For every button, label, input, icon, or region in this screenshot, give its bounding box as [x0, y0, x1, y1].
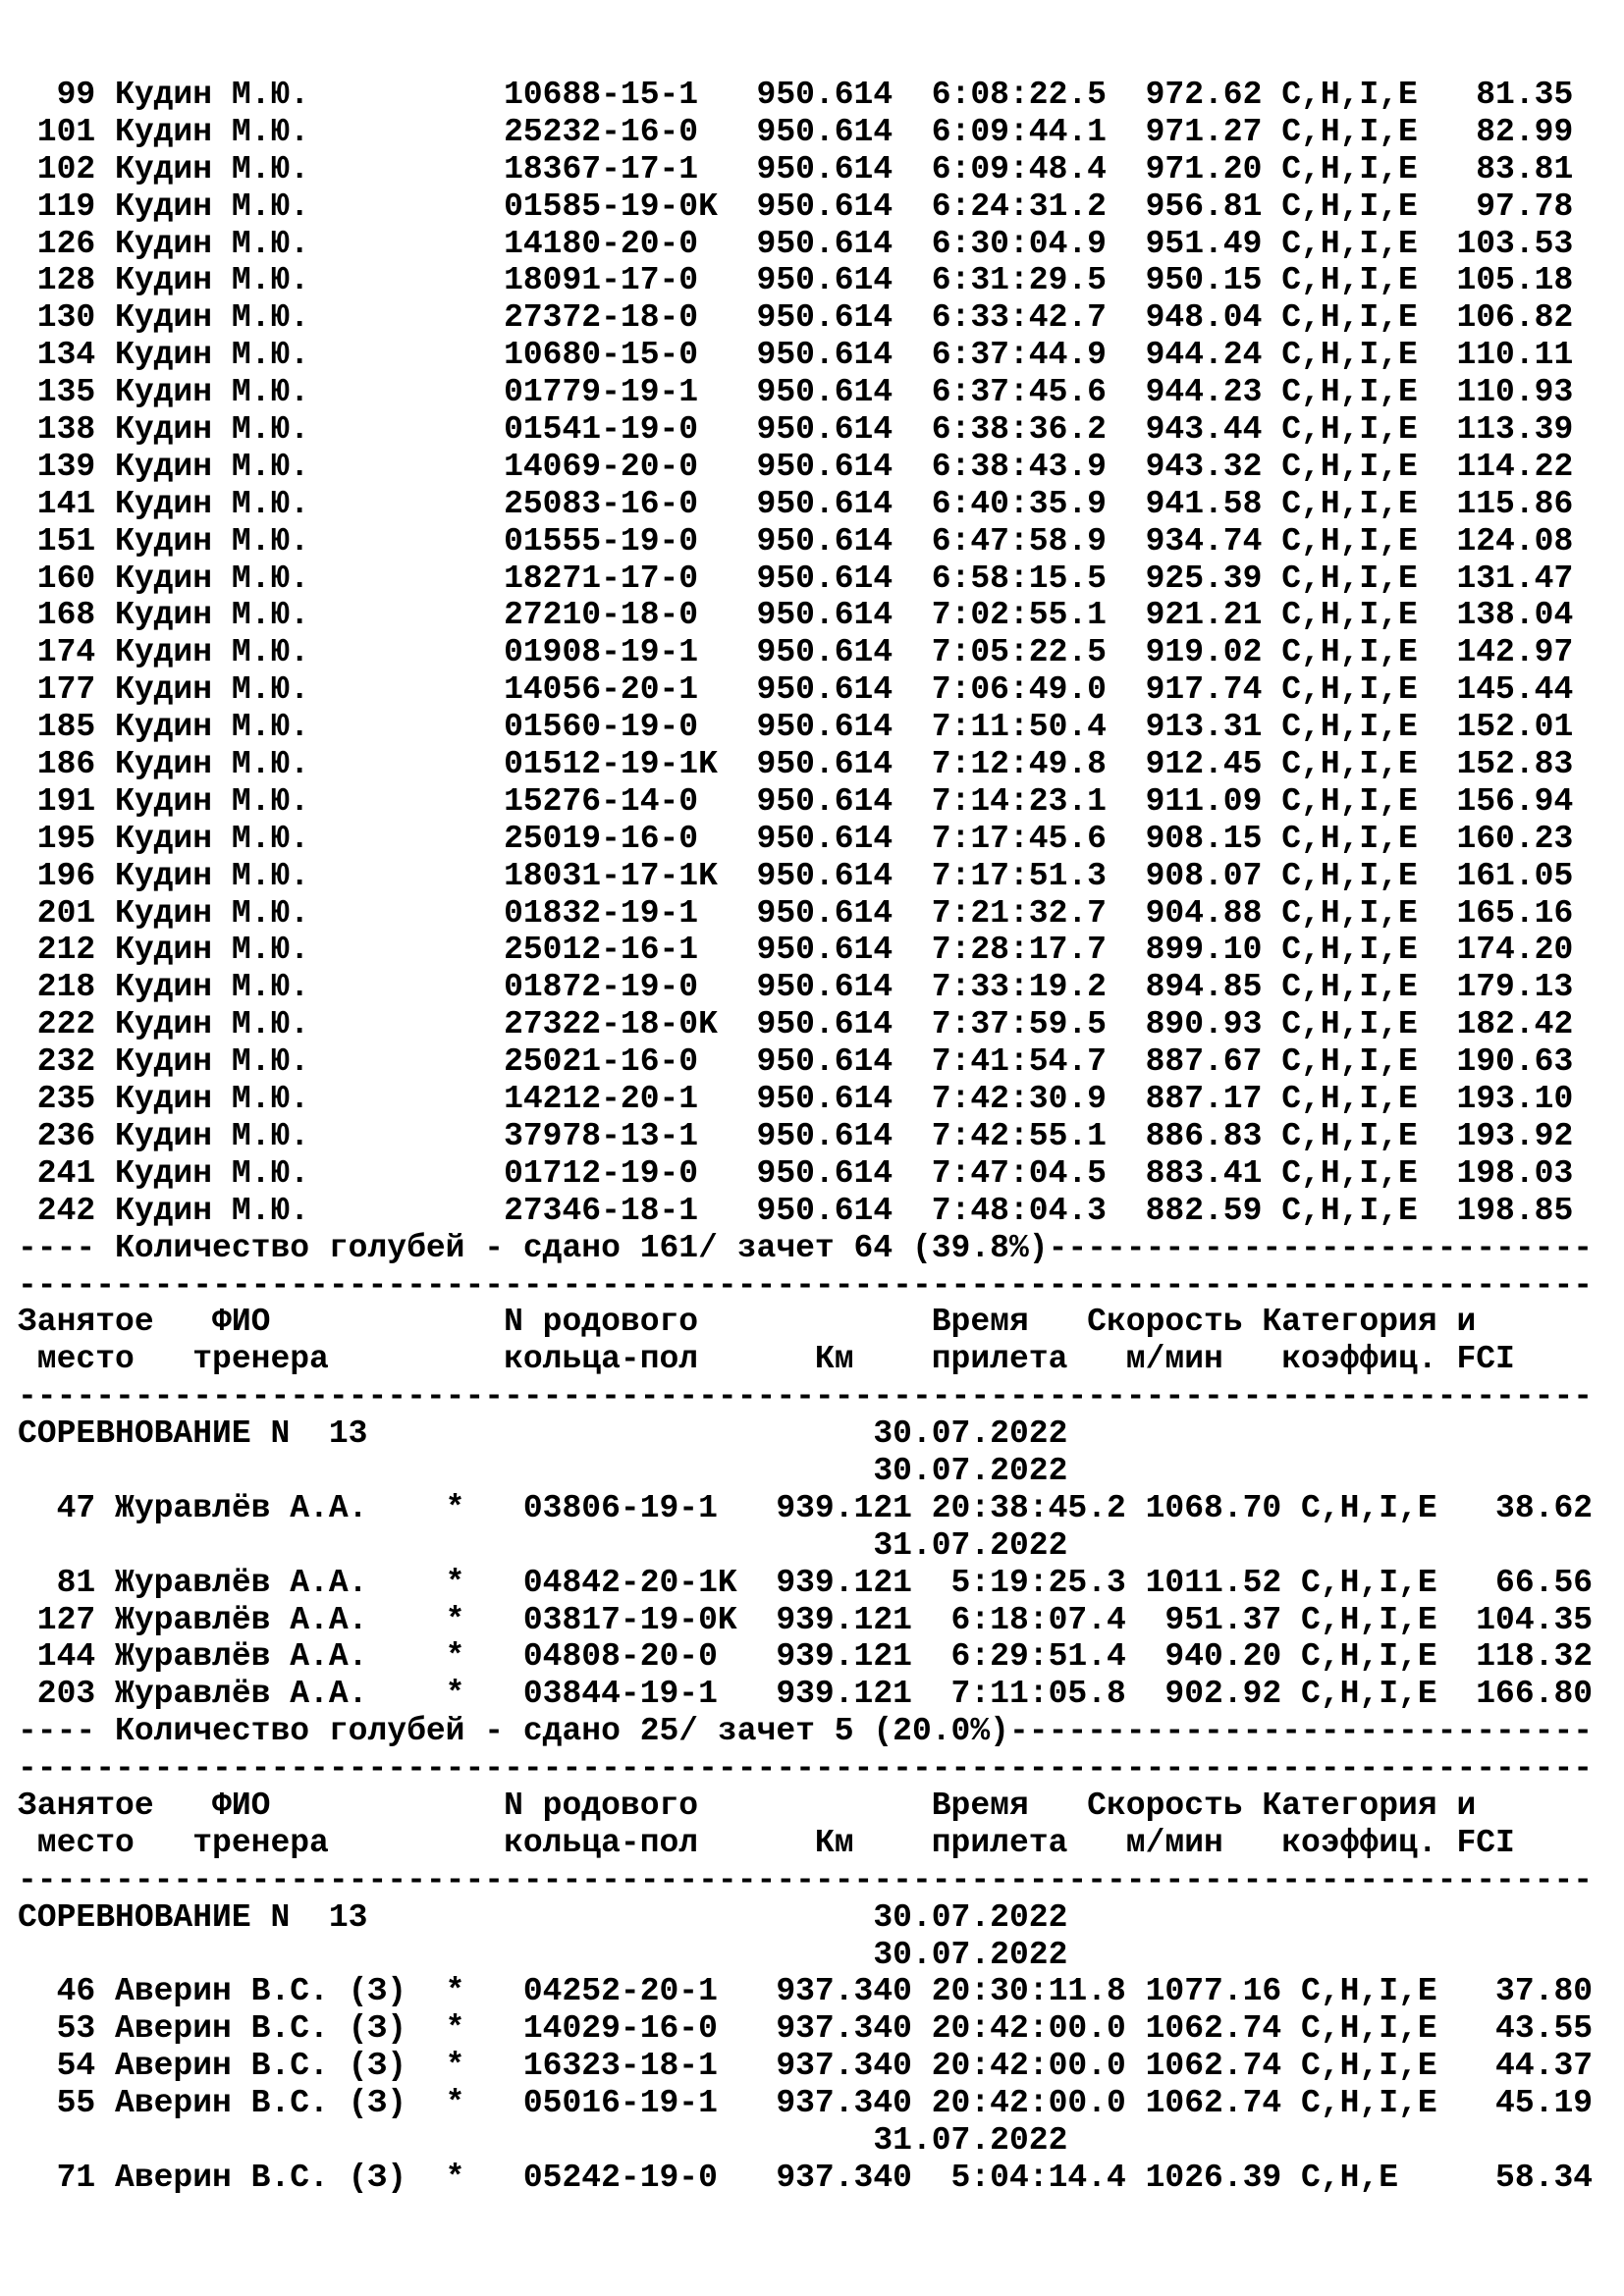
- result-line: 30.07.2022: [18, 1936, 1068, 1973]
- result-line: 54 Аверин В.С. (З) * 16323-18-1 937.340 20:42:00.0 1062.74 C,H,I,E 44.37: [18, 2048, 1594, 2085]
- result-line: 185 Кудин М.Ю. 01560-19-0 950.614 7:11:50.4 913.31 C,H,I,E 152.01: [18, 709, 1574, 746]
- result-line: 218 Кудин М.Ю. 01872-19-0 950.614 7:33:19.2 894.85 C,H,I,E 179.13: [18, 969, 1574, 1006]
- result-line: 119 Кудин М.Ю. 01585-19-0K 950.614 6:24:31.2 956.81 C,H,I,E 97.78: [18, 187, 1574, 225]
- result-line: 235 Кудин М.Ю. 14212-20-1 950.614 7:42:30.9 887.17 C,H,I,E 193.10: [18, 1081, 1574, 1118]
- result-line: 196 Кудин М.Ю. 18031-17-1K 950.614 7:17:51.3 908.07 C,H,I,E 161.05: [18, 857, 1574, 894]
- result-line: 168 Кудин М.Ю. 27210-18-0 950.614 7:02:55.1 921.21 C,H,I,E 138.04: [18, 597, 1574, 634]
- result-line: 47 Журавлёв А.А. * 03806-19-1 939.121 20:38:45.2 1068.70 C,H,I,E 38.62: [18, 1489, 1594, 1526]
- result-line: ---------------------------------------------------------------------------------: [18, 1378, 1594, 1415]
- result-line: 102 Кудин М.Ю. 18367-17-1 950.614 6:09:48.4 971.20 C,H,I,E 83.81: [18, 150, 1574, 187]
- result-line: 127 Журавлёв А.А. * 03817-19-0K 939.121 6:18:07.4 951.37 C,H,I,E 104.35: [18, 1601, 1594, 1638]
- result-line: 30.07.2022: [18, 1452, 1068, 1489]
- result-line: 126 Кудин М.Ю. 14180-20-0 950.614 6:30:04.9 951.49 C,H,I,E 103.53: [18, 225, 1574, 262]
- result-line: 195 Кудин М.Ю. 25019-16-0 950.614 7:17:45.6 908.15 C,H,I,E 160.23: [18, 820, 1574, 857]
- result-line: 191 Кудин М.Ю. 15276-14-0 950.614 7:14:23.1 911.09 C,H,I,E 156.94: [18, 782, 1574, 820]
- result-line: ---------------------------------------------------------------------------------: [18, 1861, 1594, 1898]
- result-line: 128 Кудин М.Ю. 18091-17-0 950.614 6:31:29.5 950.15 C,H,I,E 105.18: [18, 262, 1574, 299]
- result-line: 241 Кудин М.Ю. 01712-19-0 950.614 7:47:04.5 883.41 C,H,I,E 198.03: [18, 1154, 1574, 1192]
- result-line: ---- Количество голубей - сдано 25/ зачет 5 (20.0%)------------------------------: [18, 1713, 1594, 1750]
- result-line: 212 Кудин М.Ю. 25012-16-1 950.614 7:28:17.7 899.10 C,H,I,E 174.20: [18, 932, 1574, 969]
- result-line: 138 Кудин М.Ю. 01541-19-0 950.614 6:38:36.2 943.44 C,H,I,E 113.39: [18, 411, 1574, 449]
- result-line: 46 Аверин В.С. (З) * 04252-20-1 937.340 20:30:11.8 1077.16 C,H,I,E 37.80: [18, 1973, 1594, 2010]
- result-line: 222 Кудин М.Ю. 27322-18-0K 950.614 7:37:59.5 890.93 C,H,I,E 182.42: [18, 1006, 1574, 1043]
- result-line: Занятое ФИО N родового Время Скорость Категория и: [18, 1787, 1477, 1824]
- result-line: 144 Журавлёв А.А. * 04808-20-0 939.121 6:29:51.4 940.20 C,H,I,E 118.32: [18, 1638, 1594, 1676]
- result-line: СОРЕВНОВАНИЕ N 13 30.07.2022: [18, 1898, 1068, 1936]
- result-line: 203 Журавлёв А.А. * 03844-19-1 939.121 7:11:05.8 902.92 C,H,I,E 166.80: [18, 1676, 1594, 1713]
- result-line: 177 Кудин М.Ю. 14056-20-1 950.614 7:06:49.0 917.74 C,H,I,E 145.44: [18, 671, 1574, 709]
- result-line: 134 Кудин М.Ю. 10680-15-0 950.614 6:37:44.9 944.24 C,H,I,E 110.11: [18, 337, 1574, 374]
- result-line: 141 Кудин М.Ю. 25083-16-0 950.614 6:40:35.9 941.58 C,H,I,E 115.86: [18, 485, 1574, 522]
- result-line: 71 Аверин В.С. (З) * 05242-19-0 937.340 5:04:14.4 1026.39 C,H,E 58.34: [18, 2159, 1594, 2196]
- result-line: 101 Кудин М.Ю. 25232-16-0 950.614 6:09:44.1 971.27 C,H,I,E 82.99: [18, 113, 1574, 150]
- result-line: 236 Кудин М.Ю. 37978-13-1 950.614 7:42:55.1 886.83 C,H,I,E 193.92: [18, 1117, 1574, 1154]
- result-line: 53 Аверин В.С. (З) * 14029-16-0 937.340 20:42:00.0 1062.74 C,H,I,E 43.55: [18, 2010, 1594, 2048]
- result-line: 201 Кудин М.Ю. 01832-19-1 950.614 7:21:32.7 904.88 C,H,I,E 165.16: [18, 894, 1574, 932]
- result-line: СОРЕВНОВАНИЕ N 13 30.07.2022: [18, 1415, 1068, 1453]
- result-line: 151 Кудин М.Ю. 01555-19-0 950.614 6:47:58.9 934.74 C,H,I,E 124.08: [18, 522, 1574, 560]
- result-line: 186 Кудин М.Ю. 01512-19-1K 950.614 7:12:49.8 912.45 C,H,I,E 152.83: [18, 746, 1574, 783]
- result-line: 232 Кудин М.Ю. 25021-16-0 950.614 7:41:54.7 887.67 C,H,I,E 190.63: [18, 1043, 1574, 1081]
- result-line: ---------------------------------------------------------------------------------: [18, 1266, 1594, 1304]
- result-line: Занятое ФИО N родового Время Скорость Категория и: [18, 1304, 1477, 1341]
- result-line: место тренера кольца-пол Км прилета м/мин коэффиц. FCI: [18, 1824, 1515, 1861]
- result-line: ---- Количество голубей - сдано 161/ зачет 64 (39.8%)----------------------------: [18, 1229, 1594, 1266]
- result-line: 135 Кудин М.Ю. 01779-19-1 950.614 6:37:45.6 944.23 C,H,I,E 110.93: [18, 374, 1574, 411]
- result-line: 31.07.2022: [18, 2121, 1068, 2159]
- result-line: 174 Кудин М.Ю. 01908-19-1 950.614 7:05:22.5 919.02 C,H,I,E 142.97: [18, 634, 1574, 671]
- result-line: 81 Журавлёв А.А. * 04842-20-1K 939.121 5:19:25.3 1011.52 C,H,I,E 66.56: [18, 1564, 1594, 1601]
- result-line: 99 Кудин М.Ю. 10688-15-1 950.614 6:08:22.5 972.62 C,H,I,E 81.35: [18, 77, 1574, 113]
- result-line: 55 Аверин В.С. (З) * 05016-19-1 937.340 20:42:00.0 1062.74 C,H,I,E 45.19: [18, 2085, 1594, 2122]
- result-line: 160 Кудин М.Ю. 18271-17-0 950.614 6:58:15.5 925.39 C,H,I,E 131.47: [18, 560, 1574, 597]
- result-line: 242 Кудин М.Ю. 27346-18-1 950.614 7:48:04.3 882.59 C,H,I,E 198.85: [18, 1192, 1574, 1229]
- result-line: место тренера кольца-пол Км прилета м/мин коэффиц. FCI: [18, 1341, 1515, 1378]
- results-printout: [18, 77, 1593, 2197]
- result-line: 139 Кудин М.Ю. 14069-20-0 950.614 6:38:43.9 943.32 C,H,I,E 114.22: [18, 448, 1574, 485]
- result-line: 31.07.2022: [18, 1526, 1068, 1564]
- result-line: 130 Кудин М.Ю. 27372-18-0 950.614 6:33:42.7 948.04 C,H,I,E 106.82: [18, 299, 1574, 337]
- result-line: ---------------------------------------------------------------------------------: [18, 1750, 1594, 1788]
